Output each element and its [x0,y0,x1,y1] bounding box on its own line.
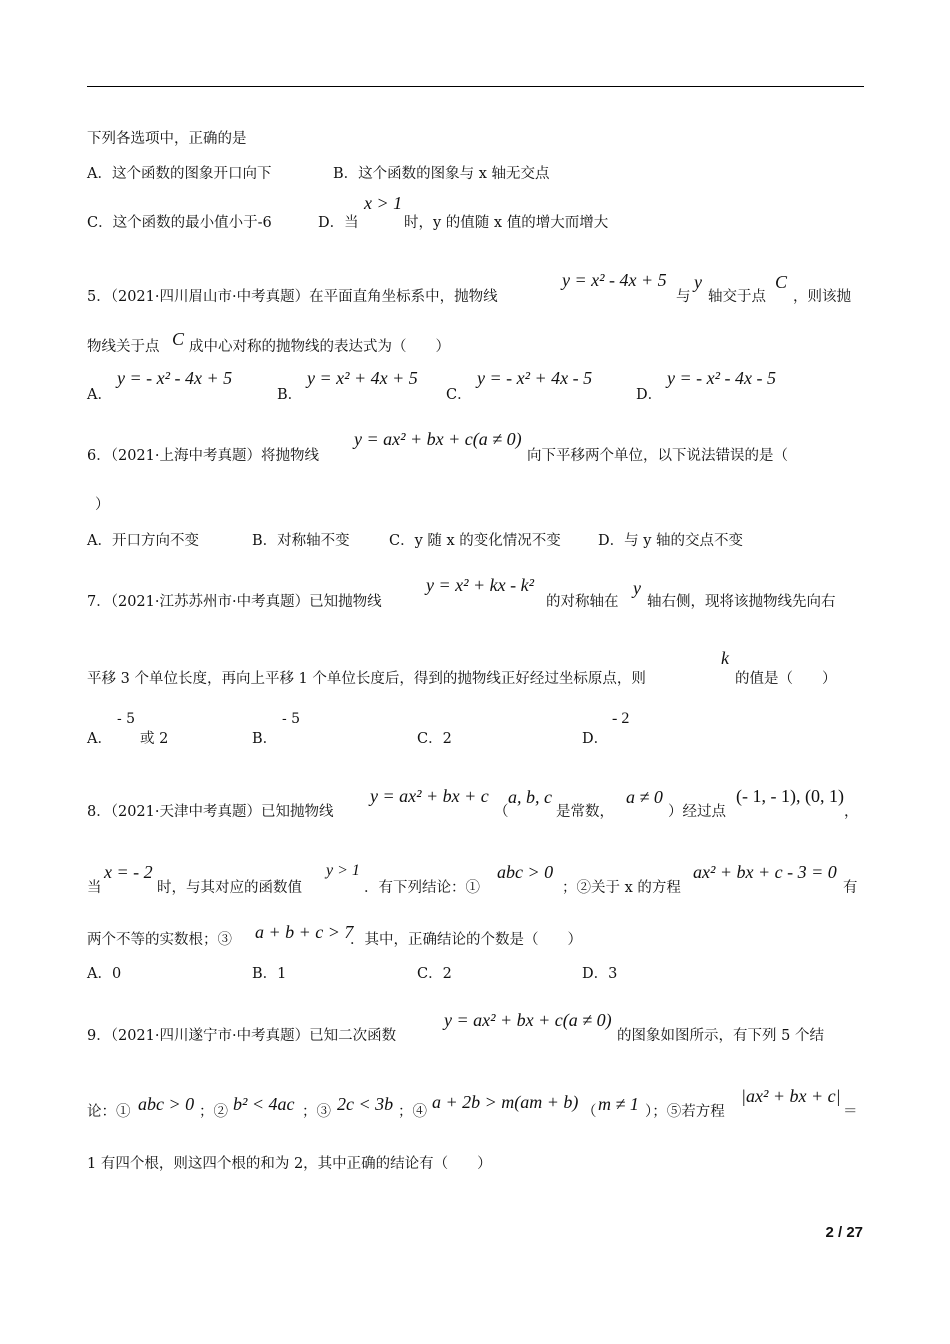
q8-line3-post: ．其中，正确结论的个数是（ ） [350,932,582,948]
q5-option-b-label: B． [277,387,303,403]
q5-point-c-2: C [172,329,185,349]
q5-option-a-math: y = - x² - 4x + 5 [117,368,233,388]
q9-stem-post: 的图象如图所示，有下列 5 个结 [617,1028,824,1044]
q5-stem-mid: 与 [676,289,691,305]
q8-equation: y = ax² + bx + c [370,786,489,806]
q7-y: y [633,578,641,598]
q7-option-a-after: 或 2 [140,731,169,747]
q5-line2-post: 成中心对称的抛物线的表达式为（ ） [189,339,450,355]
q8-comma: ， [844,804,859,820]
q8-option-d: D．3 [582,966,618,982]
q7-k: k [721,648,729,668]
q5-option-c-label: C． [446,387,472,403]
q9-abs-eq: |ax² + bx + c| [741,1086,841,1106]
q9-s4: （ [582,1104,597,1120]
q6-option-d: D．与 y 轴的交点不变 [598,533,744,549]
q5-equation: y = x² - 4x + 5 [562,270,667,290]
q6-stem-pre: 6．（2021·上海中考真题）将抛物线 [87,448,319,464]
q5-option-a-label: A． [87,387,112,403]
q8-option-c: C．2 [417,966,452,982]
q9-s3: ；④ [398,1104,427,1120]
q4-question: 下列各选项中，正确的是 [87,131,247,147]
q8-line2-post: 有 [843,880,858,896]
q9-l2-lead: 论：① [87,1104,131,1120]
q7-stem-pre: 7．（2021·江苏苏州市·中考真题）已知抛物线 [87,594,382,610]
q8-y-cond: y > 1 [326,862,360,879]
q9-c3: 2c < 3b [337,1094,394,1114]
q5-stem-post: ，则该抛 [793,289,851,305]
q7-stem-post: 轴右侧，现将该抛物线先向右 [647,594,836,610]
q8-stem-pre: 8．（2021·天津中考真题）已知抛物线 [87,804,334,820]
q9-eq-sign: ＝ [843,1104,858,1120]
q8-option-b: B．1 [252,966,287,982]
q7-line2-pre: 平移 3 个单位长度，再向上平移 1 个单位长度后，得到的抛物线正好经过坐标原点，则 [87,671,646,687]
q7-option-d-label: D． [582,731,609,747]
q5-stem-pre: 5．（2021·四川眉山市·中考真题）在平面直角坐标系中，抛物线 [87,289,498,305]
q4-option-c: C．这个函数的最小值小于-6 [87,215,272,231]
q6-stem-post: 向下平移两个单位，以下说法错误的是（ [527,448,788,464]
q7-option-b-math: - 5 [282,711,301,727]
q5-line2-pre: 物线关于点 [87,339,160,355]
q9-c4: a + 2b > m(am + b) [432,1092,579,1112]
q4-option-b: B．这个函数的图象与 x 轴无交点 [333,166,550,182]
q7-equation: y = x² + kx - k² [426,575,535,595]
q8-eq2: ax² + bx + c - 3 = 0 [693,862,837,882]
q9-m-neq: m ≠ 1 [598,1094,639,1114]
q7-stem-mid: 的对称轴在 [546,594,619,610]
q7-option-a-label: A． [87,731,112,747]
page-number: 2 / 27 [825,1224,863,1241]
q9-stem-pre: 9．（2021·四川遂宁市·中考真题）已知二次函数 [87,1028,397,1044]
q8-consts-text: 是常数， [556,804,614,820]
q8-points: (- 1, - 1), (0, 1) [736,786,844,806]
q6-option-a: A．开口方向不变 [87,533,199,549]
q5-y: y [694,272,702,292]
q5-option-d-math: y = - x² - 4x - 5 [667,368,776,388]
q7-line2-post: 的值是（ ） [735,671,837,687]
q4-option-d-pre: D．当 [318,215,359,231]
q9-c2: b² < 4ac [233,1094,295,1114]
q6-equation: y = ax² + bx + c(a ≠ 0) [354,429,522,449]
q4-option-d-math: x > 1 [364,193,403,213]
q8-x-val: x = - 2 [104,862,153,882]
q7-option-b-label: B． [252,731,278,747]
q8-consts: a, b, c [508,787,552,807]
q8-paren-open: （ [494,804,509,820]
q4-option-a: A．这个函数的图象开口向下 [87,166,272,182]
q9-equation: y = ax² + bx + c(a ≠ 0) [444,1010,612,1030]
q5-option-c-math: y = - x² + 4x - 5 [477,368,593,388]
header-rule [87,86,864,87]
q5-option-b-math: y = x² + 4x + 5 [307,368,418,388]
q7-option-d-math: - 2 [612,710,630,727]
q8-line2-mid3: ；②关于 x 的方程 [562,880,681,896]
q8-line2-pre: 当 [87,880,102,896]
q8-line2-mid: 时，与其对应的函数值 [157,880,302,896]
q9-line3: 1 有四个根，则这四个根的和为 2，其中正确的结论有（ ） [87,1156,492,1172]
q6-option-b: B．对称轴不变 [252,533,350,549]
q8-option-a: A．0 [87,966,122,982]
q9-s5: ）；⑤若方程 [645,1104,725,1120]
q9-c1: abc > 0 [138,1094,195,1114]
q8-sum: a + b + c > 7 [255,922,354,942]
q9-s2: ；③ [302,1104,331,1120]
q5-stem-mid2: 轴交于点 [708,289,766,305]
q7-option-a-math: - 5 [117,711,136,727]
q5-option-d-label: D． [636,387,663,403]
q7-option-c: C．2 [417,731,452,747]
q6-close-paren: ） [95,497,110,513]
q5-point-c: C [775,272,788,292]
q8-a-neq: a ≠ 0 [626,787,663,807]
q9-s1: ；② [199,1104,228,1120]
q8-paren-close: ）经过点 [668,804,726,820]
q8-line2-mid2: ．有下列结论：① [364,880,480,896]
q4-option-d-post: 时，y 的值随 x 值的增大而增大 [404,215,609,231]
q8-line3-pre: 两个不等的实数根；③ [87,932,232,948]
q8-abc: abc > 0 [497,862,554,882]
q6-option-c: C．y 随 x 的变化情况不变 [389,533,561,549]
